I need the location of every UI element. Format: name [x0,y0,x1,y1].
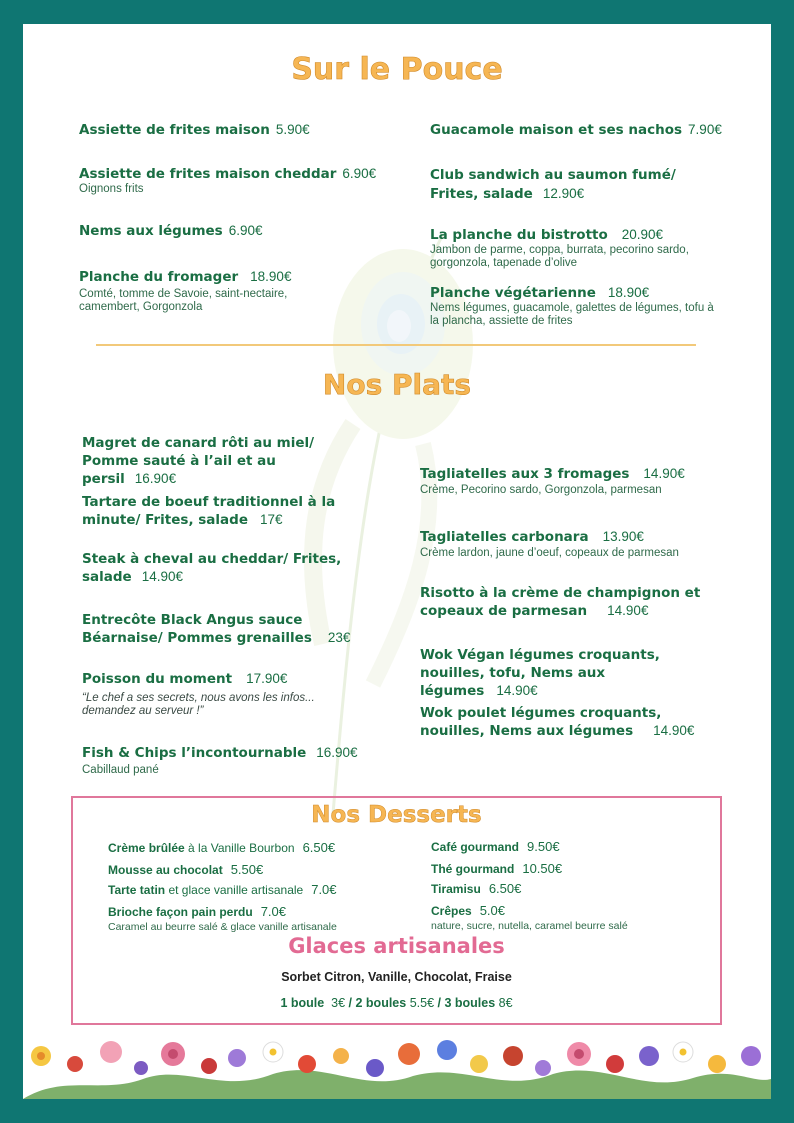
menu-item: Steak à cheval au cheddar/ Frites, salade 14.90€ [82,551,342,585]
floral-border-illustration [23,1034,771,1099]
glaces-flavors: Sorbet Citron, Vanille, Chocolat, Fraise [281,970,512,984]
menu-item: Tagliatelles carbonara 13.90€ Crème lardon, jaune d’oeuf, copeaux de parmesan [420,529,679,559]
menu-page [23,24,771,1099]
menu-item: Club sandwich au saumon fumé/ Frites, salade 12.90€ [430,167,676,202]
section-title-nos-plats: Nos Plats [322,368,472,401]
menu-item: Fish & Chips l’incontournable 16.90€ Cabillaud pané [82,745,358,776]
menu-item: La planche du bistrotto 20.90€ Jambon de parme, coppa, burrata, pecorino sardo, gorgonzola, tapenade d’olive [430,227,689,269]
menu-item: Planche végétarienne 18.90€ Nems légumes, guacamole, galettes de légumes, tofu à la plancha, assiette de frites [430,285,714,327]
section-title-sur-le-pouce: Sur le Pouce [291,52,503,87]
section-title-nos-desserts: Nos Desserts [311,802,482,828]
dessert-item: Thé gourmand 10.50€ [431,861,563,876]
dessert-item: Tarte tatin et glace vanille artisanale 7.0€ [108,882,337,897]
menu-item: Guacamole maison et ses nachos 7.90€ [430,122,722,138]
dessert-item: Mousse au chocolat 5.50€ [108,862,264,877]
menu-item: Assiette de frites maison cheddar 6.90€ Oignons frits [79,166,377,195]
menu-item: Tartare de boeuf traditionnel à la minute/ Frites, salade 17€ [82,494,336,528]
dessert-item: Crêpes 5.0€ nature, sucre, nutella, caramel beurre salé [431,903,628,932]
desserts-box [71,796,722,1025]
dessert-item: Café gourmand 9.50€ [431,839,560,854]
glaces-prices: 1 boule 3€ / 2 boules 5.5€ / 3 boules 8€ [280,996,513,1010]
menu-item: Wok poulet légumes croquants, nouilles, Nems aux légumes 14.90€ [420,705,695,739]
menu-item: Magret de canard rôti au miel/ Pomme sauté à l’ail et au persil 16.90€ [82,435,315,487]
menu-item: Planche du fromager 18.90€ Comté, tomme de Savoie, saint-nectaire, camembert, Gorgonzola [79,269,292,313]
dessert-item: Tiramisu 6.50€ [431,881,522,896]
glaces-title: Glaces artisanales [288,934,505,958]
menu-item: Nems aux légumes 6.90€ [79,223,263,239]
dessert-item: Brioche façon pain perdu 7.0€ Caramel au beurre salé & glace vanille artisanale [108,904,337,933]
menu-item: Tagliatelles aux 3 fromages 14.90€ Crème, Pecorino sardo, Gorgonzola, parmesan [420,466,685,496]
dessert-item: Crème brûlée à la Vanille Bourbon 6.50€ [108,840,336,855]
menu-item: Assiette de frites maison 5.90€ [79,122,310,138]
menu-item: Wok Végan légumes croquants, nouilles, tofu, Nems aux légumes 14.90€ [420,647,660,699]
menu-item: Risotto à la crème de champignon et copeaux de parmesan 14.90€ [420,585,701,619]
menu-item: Poisson du moment 17.90€ “Le chef a ses secrets, nous avons les infos... demandez au serveur !” [82,671,315,717]
menu-item: Entrecôte Black Angus sauce Béarnaise/ Pommes grenailles 23€ [82,612,351,646]
section-divider [96,344,696,346]
